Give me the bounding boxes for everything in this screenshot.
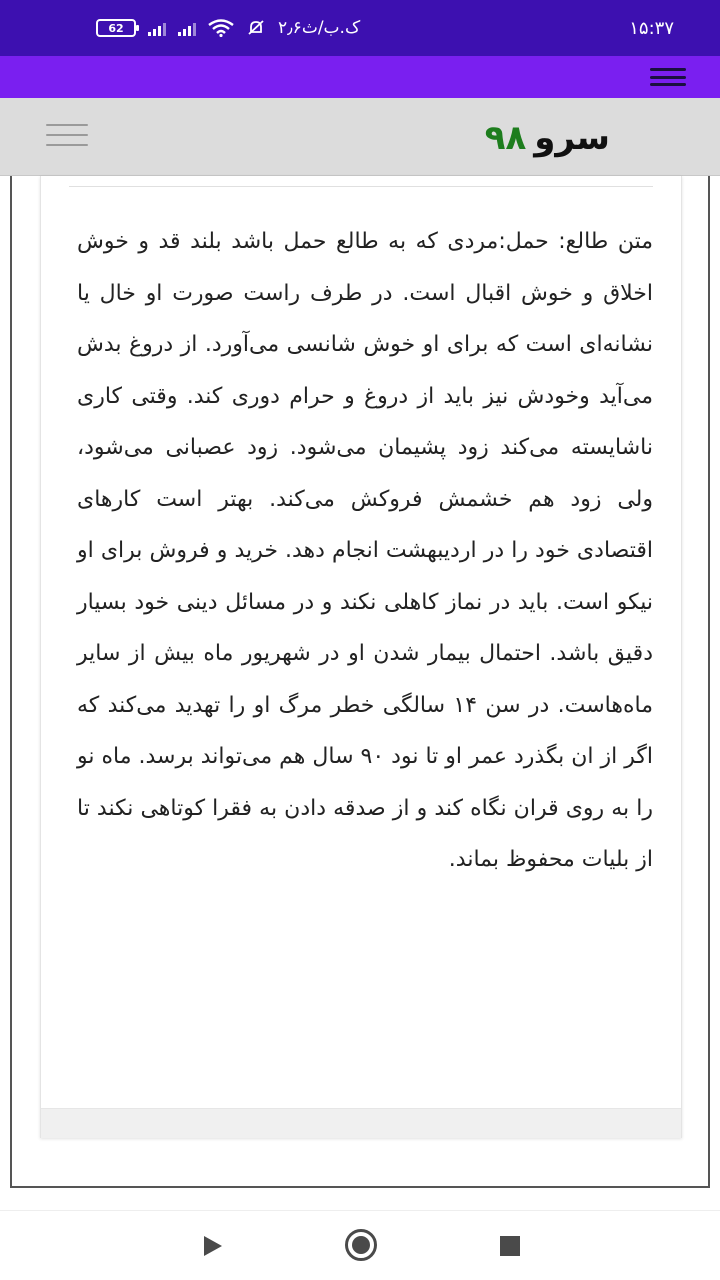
site-logo[interactable]: [485, 114, 610, 162]
page-frame: [10, 176, 710, 1188]
data-speed: ۲٫۶ک.ب/ث: [278, 18, 361, 38]
logo-number: ۹۸: [484, 118, 527, 158]
mute-bell-icon: [246, 18, 266, 38]
back-icon[interactable]: [204, 1236, 222, 1256]
home-icon[interactable]: [345, 1229, 377, 1261]
recents-icon[interactable]: [500, 1236, 520, 1256]
app-bar: [0, 56, 720, 98]
site-header: [0, 98, 720, 176]
signal-icon: [178, 20, 196, 36]
card-footer: [41, 1108, 681, 1138]
hamburger-icon[interactable]: [650, 68, 686, 86]
battery-icon: [96, 19, 136, 37]
article-card: [40, 176, 682, 1138]
navigation-bar: [0, 1210, 720, 1280]
wifi-icon: [208, 19, 234, 37]
signal-icon: [148, 20, 166, 36]
battery-level: 62: [108, 21, 124, 35]
divider: [69, 186, 653, 187]
status-icons: [96, 18, 360, 38]
hamburger-icon[interactable]: [46, 124, 88, 146]
status-time: ۱۵:۳۷: [629, 17, 674, 39]
logo-word: سرو: [534, 118, 610, 158]
article-body: متن طالع: حمل:مردی که به طالع حمل باشد بلند قد و خوش اخلاق و خوش اقبال است. در طرف راست صورت او خال یا نشانه‌ای است که برای او خوش شانسی می‌آورد. از دروغ بدش می‌آید وخودش نیز باید از دروغ و حرام دوری کند. وقتی کاری ناشایسته می‌کند زود پشیمان می‌شود. زود عصبانی می‌شود، ولی زود هم خشمش فروکش می‌کند. بهتر است کارهای اقتصادی خود را در اردیبهشت انجام دهد. خرید و فروش برای او نیکو است. باید در نماز کاهلی نکند و در مسائل دینی خود بسیار دقیق باشد. احتمال بیمار شدن او در شهریور ماه بیش از سایر ماه‌هاست. در سن ۱۴ سالگی خطر مرگ او را تهدید می‌کند که اگر از ان بگذرد عمر او تا نود ۹۰ سال هم می‌تواند برسد. ماه نو را به روی قران نگاه کند و از صدقه دادن به فقرا کوتاهی نکند تا از بلیات محفوظ بماند.: [77, 229, 653, 872]
status-bar: [0, 0, 720, 56]
